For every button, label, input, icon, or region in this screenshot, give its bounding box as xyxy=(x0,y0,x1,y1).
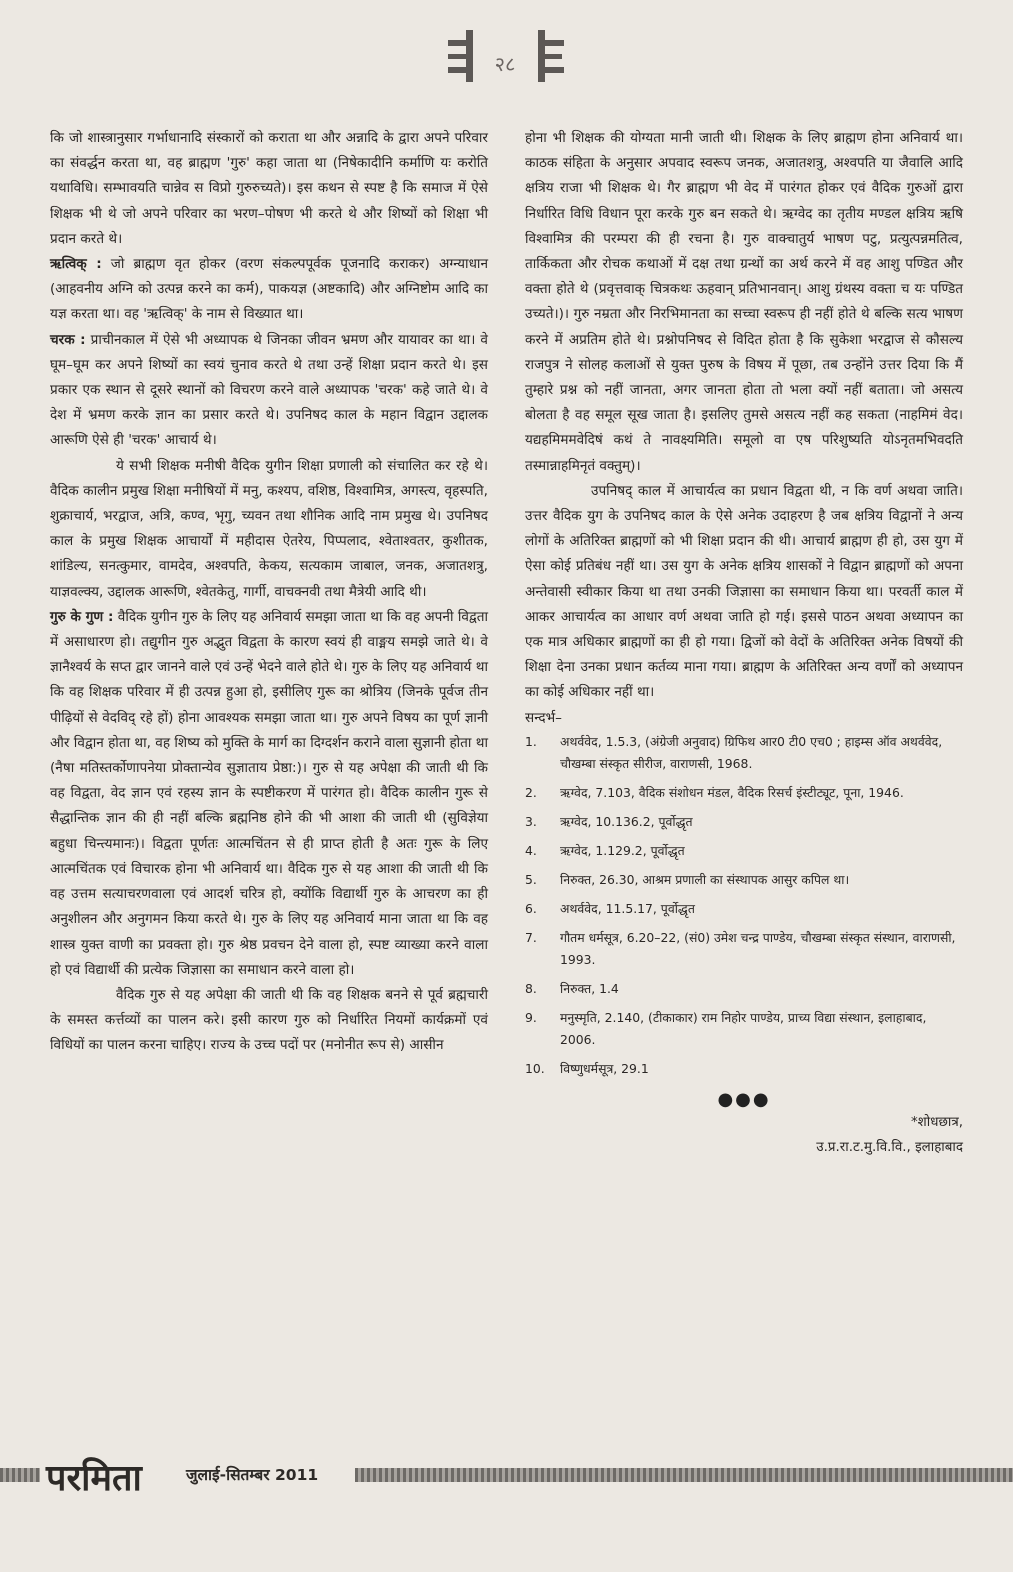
reference-text: ऋग्वेद, 1.129.2, पूर्वोद्धृत xyxy=(560,842,685,858)
reference-number: 1. xyxy=(525,733,537,749)
reference-number: 10. xyxy=(525,1060,545,1076)
reference-number: 2. xyxy=(525,784,537,800)
magazine-title: परमिता xyxy=(46,1458,142,1499)
page-number: २८ xyxy=(494,52,516,76)
page-header xyxy=(0,22,1013,92)
paragraph: उपनिषद् काल में आचार्यत्व का प्रधान विद्वता थी, न कि वर्ण अथवा जाति। उत्तर वैदिक युग के उपनिषद काल के ऐसे अनेक उदाहरण है जब क्षत्रिय विद्वानों ने अन्य लोगों के अतिरिक्त ब्राह्मणों को भी शिक्षा प्रदान की थी। आचार्य ब्राह्मण ही हो, उस युग में ऐसा कोई प्रतिबंध नहीं था। उस युग के अनेक क्षत्रिय शासकों ने विद्वान ब्राह्मणों को अपना अन्तेवासी स्वीकार किया था तथा उनकी जिज्ञासा का समाधान किया था। परवर्ती काल में आकर आचार्यत्व का आधार वर्ण अथवा जाति हो गई। इससे पाठन अथवा अध्यापन का एक मात्र अधिकार ब्राह्मणों का ही हो गया। द्विजों को वेदों के अतिरिक्त अनेक विषयों की शिक्षा देना उनका प्रधान कर्तव्य माना गया। ब्राह्मण के अतिरिक्त अन्य वर्णों को अध्यापन का कोई अधिकार नहीं था। xyxy=(525,482,963,701)
section-separator: ●●● xyxy=(717,1088,771,1110)
paragraph: होना भी शिक्षक की योग्यता मानी जाती थी। शिक्षक के लिए ब्राह्मण होना अनिवार्य था। काठक संहिता के अनुसार अपवाद स्वरूप जनक, अजातशत्रु, अश्वपति या जैवालि आदि क्षत्रिय राजा भी शिक्षक थे। गैर ब्राह्मण भी वेद में पारंगत होकर एवं वैदिक गुरुओं द्वारा निर्धारित विधि विधान पूरा करके गुरु बन सकते थे। ऋग्वेद का तृतीय मण्डल क्षत्रिय ऋषि विश्वामित्र की परम्परा की ही रचना है। गुरु वाक्चातुर्य भाषण पटु, प्रत्युत्पन्नमतित्व, तार्किकता और रोचक कथाओं में दक्ष तथा ग्रन्थों का अर्थ करने में वह आशु पण्डित और वक्ता होते थे (प्रवृत्तवाक् चित्रकथः ऊहवान् प्रतिभानवान्। आशु ग्रंथस्य वक्ता च यः पण्डित उच्यते।)। गुरु नम्रता और निरभिमानता का सच्चा स्वरूप ही नहीं होते थे बल्कि सत्य भाषण करने में अप्रतिम होते थे। प्रश्नोपनिषद से विदित होता है कि सुकेशा भरद्वाज से कौसल्य राजपुत्र ने सोलह कलाओं से युक्त पुरुष के विषय में पूछा, तब उन्होंने उत्तर दिया कि मैं तुम्हारे प्रश्न को नहीं जानता, अगर जानता होता तो भला क्यों नहीं बताता। जो असत्य बोलता है वह समूल सूख जाता है। इसलिए तुमसे असत्य नहीं कह सकता (नाहमिमं वेद। यद्यहमिममवेदिषं कथं ते नावक्ष्यमिति। समूलो वा एष परिशुष्यति योऽनृतमभिवदति तस्मान्नाहमिनृतं वक्तुम्)। xyxy=(525,130,963,474)
reference-item xyxy=(525,1007,963,1051)
paragraph xyxy=(50,605,488,983)
paragraph-text: प्राचीनकाल में ऐसे भी अध्यापक थे जिनका जीवन भ्रमण और यायावर का था। वे घूम–घूम कर अपने शिष्यों का स्वयं चुनाव करते थे तथा उन्हें शिक्षा प्रदान करते थे। इस प्रकार एक स्थान से दूसरे स्थानों को विचरण करने वाले अध्यापक 'चरक' कहे जाते थे। वे देश में भ्रमण करके ज्ञान का प्रसार करते थे। उपनिषद काल के महान विद्वान उद्दालक आरूणि ऐसे ही 'चरक' आचार्य थे। xyxy=(50,331,488,449)
reference-text: विष्णुधर्मसूत्र, 29.1 xyxy=(560,1060,649,1076)
reference-text: अथर्ववेद, 11.5.17, पूर्वोद्धृत xyxy=(560,900,695,916)
reference-number: 6. xyxy=(525,900,537,916)
reference-item xyxy=(525,782,963,804)
references-heading: सन्दर्भ– xyxy=(525,709,562,726)
reference-item xyxy=(525,811,963,833)
reference-text: ऋग्वेद, 10.136.2, पूर्वोद्धृत xyxy=(560,813,693,829)
paragraph: वैदिक गुरु से यह अपेक्षा की जाती थी कि वह शिक्षक बनने से पूर्व ब्रह्मचारी के समस्त कर्त्तव्यों का पालन करे। इसी कारण गुरु को निर्धारित नियमों कार्यक्रमों एवं विधियों का पालन करना चाहिए। राज्य के उच्च पदों पर (मनोनीत रूप से) आसीन xyxy=(50,986,488,1054)
reference-number: 8. xyxy=(525,980,537,996)
reference-item xyxy=(525,927,963,971)
reference-number: 7. xyxy=(525,929,537,945)
paragraph-text: वैदिक युगीन गुरु के लिए यह अनिवार्य समझा जाता था कि वह अपनी विद्वता में असाधारण हो। तद्युगीन गुरु अद्भुत विद्वता के कारण स्वयं ही वाङ्मय समझे जाते थे। वे ज्ञानैश्वर्य के सप्त द्वार जानने वाले एवं उन्हें भेदने वाले होते थे। गुरु के लिए यह अनिवार्य था कि वह शिक्षक परिवार में ही उत्पन्न हुआ हो, इसीलिए गुरू का श्रोत्रिय (जिनके पूर्वज तीन पीढ़ियों से वेदविद् रहे हों) होना आवश्यक समझा जाता था। गुरु अपने विषय का पूर्ण ज्ञानी और विद्वान होता था, वह शिष्य को मुक्ति के मार्ग का दिग्दर्शन कराने वाला सुज्ञानी होता था (नैषा मतिस्तर्कोणापनेया प्रोक्तान्येव सुज्ञाताय प्रेष्ठा:)। गुरु से यह अपेक्षा की जाती थी कि वह विद्वता, वेद ज्ञान एवं रहस्य ज्ञान के स्पष्टीकरण में पारंगत हो। वैदिक कालीन गुरू से सैद्धान्तिक ज्ञान की ही नहीं बल्कि ब्रह्मनिष्ठ होने की भी आशा की जाती थी (सुविज्ञेया बहुधा चिन्त्यमानः)। विद्वता पूर्णतः आत्मचिंतन से ही प्राप्त होती है अतः गुरू के लिए आत्मचिंतक एवं विचारक होना भी अनिवार्य था। वैदिक गुरु से यह आशा की जाती थी कि वह उत्तम सत्याचरणवाला एवं आदर्श चरित्र हो, क्योंकि विद्यार्थी गुरु के आचरण का ही अनुशीलन और अनुगमन किया करते थे। गुरु के लिए यह अनिवार्य माना जाता था कि वह शास्त्र युक्त वाणी का प्रवक्ता हो। गुरु श्रेष्ठ प्रवचन देने वाला हो, स्पष्ट व्याख्या करने वाला हो एवं विद्यार्थी की प्रत्येक जिज्ञासा का समाधान करने वाला हो। xyxy=(50,608,488,978)
reference-item xyxy=(525,869,963,891)
term-heading: चरक : xyxy=(50,331,86,348)
reference-number: 9. xyxy=(525,1009,537,1025)
reference-number: 4. xyxy=(525,842,537,858)
reference-item xyxy=(525,1058,963,1080)
reference-item xyxy=(525,840,963,862)
paragraph: ये सभी शिक्षक मनीषी वैदिक युगीन शिक्षा प्रणाली को संचालित कर रहे थे। वैदिक कालीन प्रमुख शिक्षा मनीषियों में मनु, कश्यप, वशिष्ठ, विश्वामित्र, अगस्त्य, वृहस्पति, शुक्राचार्य, भरद्वाज, अत्रि, कण्व, भृगु, च्यवन तथा शौनिक आदि नाम प्रमुख थे। उपनिषद काल के प्रमुख शिक्षक आचार्यों में महीदास ऐतरेय, पिप्पलाद, श्वेताश्वतर, कुशीतक, शांडिल्य, सनत्कुमार, वामदेव, अश्वपति, केकय, सत्यकाम जाबाल, जनक, अजातशत्रु, याज्ञवल्क्य, उद्दालक आरूणि, श्वेतकेतु, गार्गी, वाचक्नवी तथा मैत्रेयी आदि थी। xyxy=(50,457,488,600)
reference-text: निरुक्त, 1.4 xyxy=(560,980,619,996)
reference-item xyxy=(525,731,963,775)
reference-item xyxy=(525,898,963,920)
reference-text: मनुस्मृति, 2.140, (टीकाकार) राम निहोर पाण्डेय, प्राच्य विद्या संस्थान, इलाहाबाद, 2006. xyxy=(560,1009,927,1047)
reference-text: अथर्ववेद, 1.5.3, (अंग्रेजी अनुवाद) ग्रिफिथ आर0 टी0 एच0 ; हाइम्स ऑव अथर्ववेद, चौखम्बा संस्कृत सीरीज, वाराणसी, 1968. xyxy=(560,733,943,771)
paragraph-text: जो ब्राह्मण वृत होकर (वरण संकल्पपूर्वक पूजनादि कराकर) अग्न्याधान (आहवनीय अग्नि को उत्पन्न करने का कर्म), पाकयज्ञ (अष्टकादि) और अग्निष्टोम आदि का यज्ञ करता था। वह 'ऋत्विक्' के नाम से विख्यात था। xyxy=(50,256,488,323)
reference-number: 5. xyxy=(525,871,537,887)
footer-stripe xyxy=(355,1468,1013,1482)
paragraph xyxy=(50,252,488,328)
author-role: *शोधछात्र, xyxy=(910,1115,963,1131)
reference-text: निरुक्त, 26.30, आश्रम प्रणाली का संस्थापक आसुर कपिल था। xyxy=(560,871,850,887)
reference-text: गौतम धर्मसूत्र, 6.20–22, (सं0) उमेश चन्द्र पाण्डेय, चौखम्बा संस्कृत संस्थान, वाराणसी, 1993. xyxy=(560,929,956,967)
references-list xyxy=(525,731,963,1080)
reference-item xyxy=(525,978,963,1000)
footer-stripe xyxy=(0,1468,40,1482)
term-heading: गुरु के गुण : xyxy=(50,608,114,625)
paragraph: कि जो शास्त्रानुसार गर्भाधानादि संस्कारों को कराता था और अन्नादि के द्वारा अपने परिवार का संवर्द्धन करता था, वह ब्राह्मण 'गुरु' कहा जाता था (निषेकादीनि कर्माणि यः करोति यथाविधि। सम्भावयति चान्नेव स विप्रो गुरुरुच्यते)। इस कथन से स्पष्ट है कि समाज में ऐसे शिक्षक भी थे जो अपने परिवार का भरण–पोषण भी करते थे और शिष्यों को शिक्षा भी प्रदान करते थे। xyxy=(50,130,488,247)
reference-text: ऋग्वेद, 7.103, वैदिक संशोधन मंडल, वैदिक रिसर्च इंस्टीट्यूट, पूना, 1946. xyxy=(560,784,904,800)
term-heading: ऋत्विक् : xyxy=(50,256,102,273)
issue-date: जुलाई-सितम्बर 2011 xyxy=(186,1466,319,1484)
reference-number: 3. xyxy=(525,813,537,829)
page-footer xyxy=(0,1450,1013,1500)
author-affiliation: उ.प्र.रा.ट.मु.वि.वि., इलाहाबाद xyxy=(816,1140,963,1156)
paragraph xyxy=(50,328,488,454)
left-column xyxy=(50,126,488,1059)
author-block xyxy=(525,1110,963,1160)
right-column xyxy=(525,126,963,1160)
